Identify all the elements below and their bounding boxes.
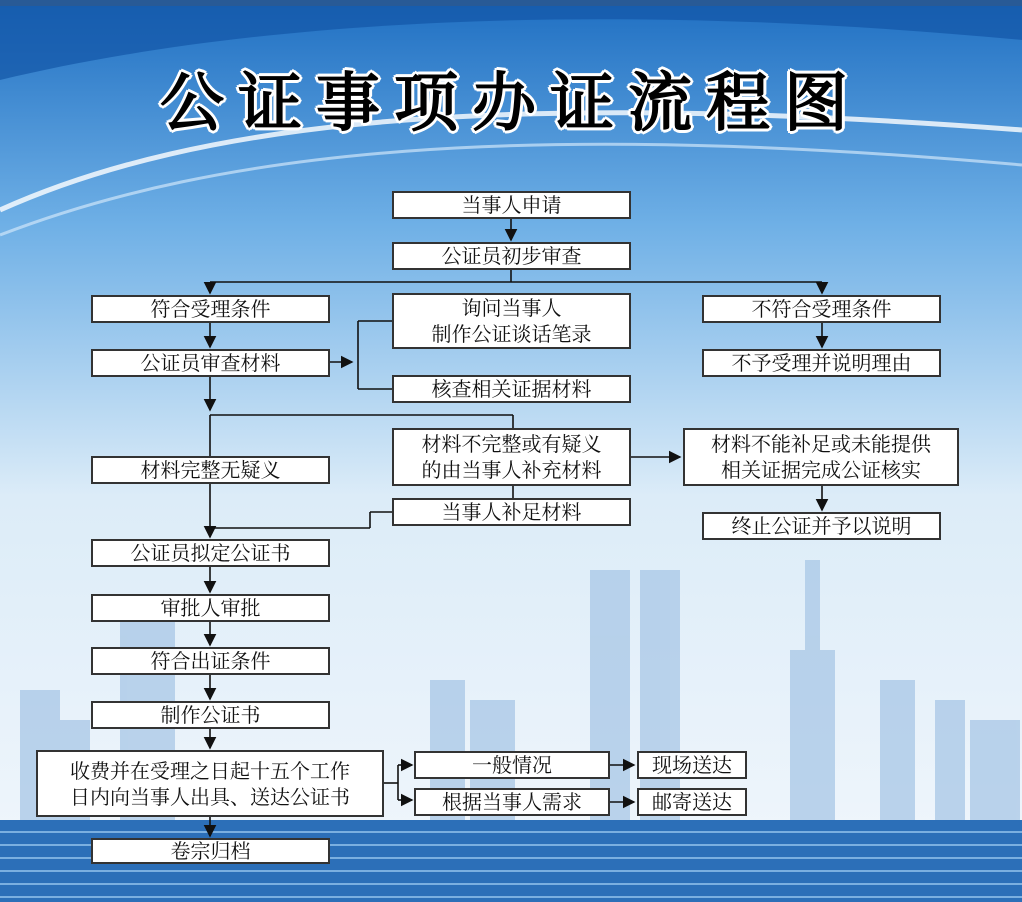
step-inquire [392, 293, 631, 349]
step-cannot-line1: 材料不能补足或未能提供 [711, 432, 931, 456]
step-incomplete [392, 428, 631, 486]
step-incomplete-line2: 的由当事人补充材料 [421, 458, 602, 482]
step-issue-conditions: 符合出证条件 [91, 647, 330, 675]
step-charge-line2: 日内向当事人出具、送达公证书 [70, 784, 350, 809]
step-accept: 符合受理条件 [91, 295, 330, 323]
step-preliminary-review: 公证员初步审查 [392, 242, 631, 270]
step-reject-explain: 不予受理并说明理由 [702, 349, 941, 377]
step-verify-evidence: 核查相关证据材料 [392, 375, 631, 403]
step-apply: 当事人申请 [392, 191, 631, 219]
step-inquire-line2: 制作公证谈话笔录 [431, 322, 592, 346]
page-title: 公证事项办证流程图 [160, 67, 862, 141]
step-approve: 审批人审批 [91, 594, 330, 622]
step-cannot-line2: 相关证据完成公证核实 [721, 458, 921, 482]
step-make-certificate: 制作公证书 [91, 701, 330, 729]
step-cannot-supplement [683, 428, 959, 486]
step-incomplete-line1: 材料不完整或有疑义 [421, 432, 602, 456]
step-terminate: 终止公证并予以说明 [702, 512, 941, 540]
step-supplement: 当事人补足材料 [392, 498, 631, 526]
step-charge-deliver [36, 750, 384, 817]
step-draft: 公证员拟定公证书 [91, 539, 330, 567]
step-charge-line1: 收费并在受理之日起十五个工作 [70, 758, 350, 783]
step-complete: 材料完整无疑义 [91, 456, 330, 484]
step-general-case: 一般情况 [414, 751, 610, 779]
step-reject: 不符合受理条件 [702, 295, 941, 323]
step-mail-delivery: 邮寄送达 [637, 788, 747, 816]
step-archive: 卷宗归档 [91, 838, 330, 864]
step-material-review: 公证员审查材料 [91, 349, 330, 377]
step-onsite-delivery: 现场送达 [637, 751, 747, 779]
step-by-need: 根据当事人需求 [414, 788, 610, 816]
step-inquire-line1: 询问当事人 [461, 296, 562, 320]
